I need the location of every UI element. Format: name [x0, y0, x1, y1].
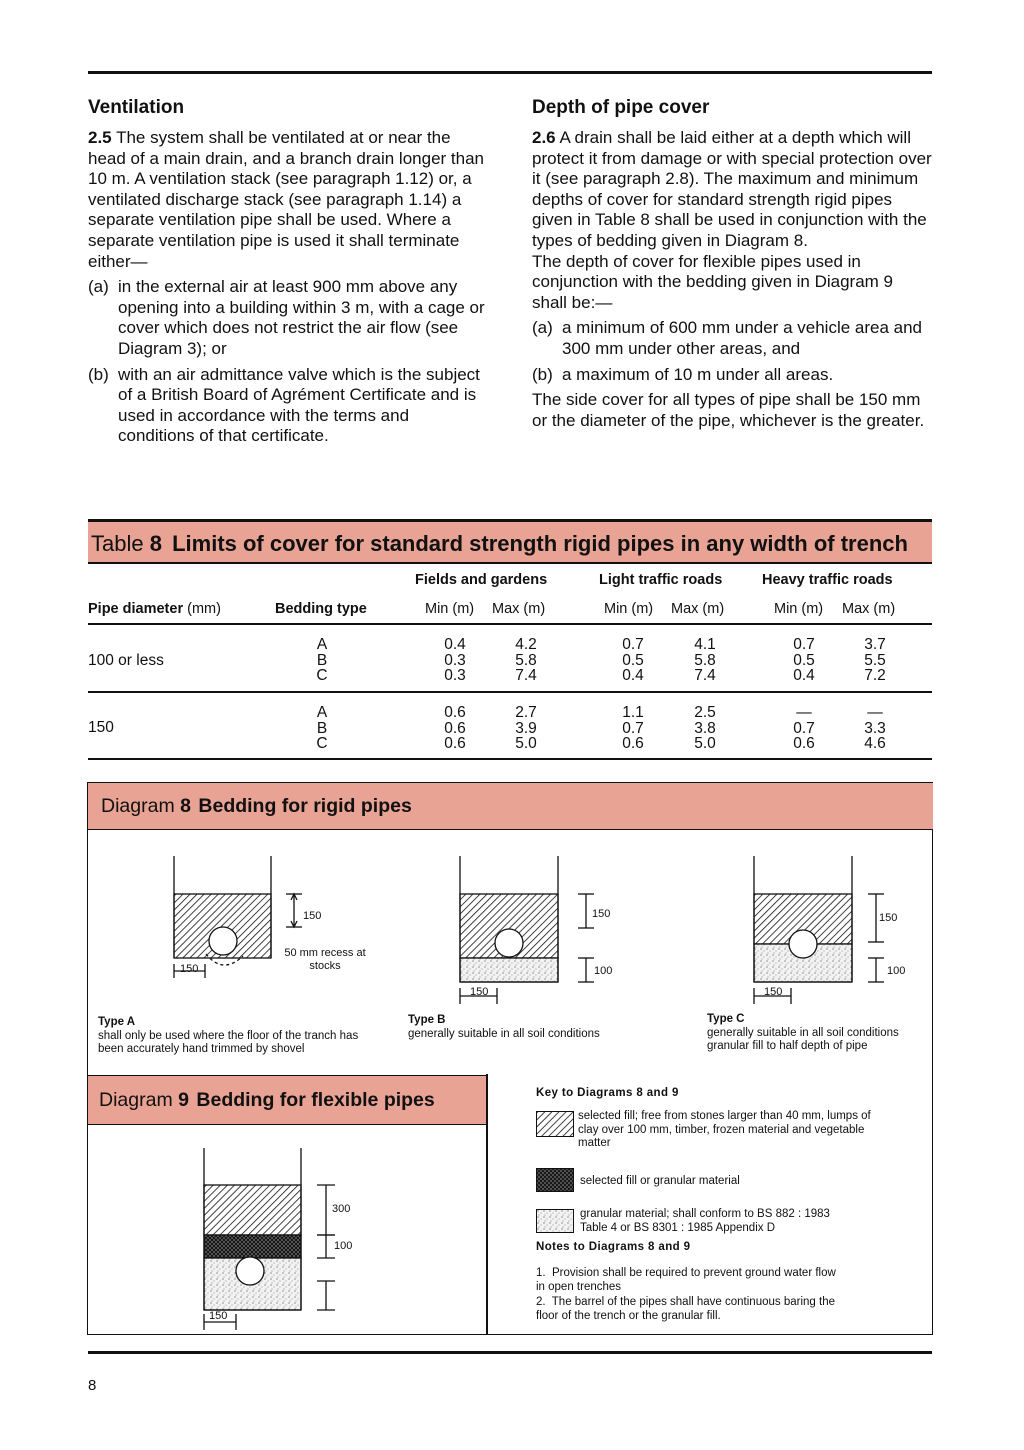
column-header: Max (m)	[671, 601, 725, 617]
column-header-unit: (mm)	[187, 601, 221, 617]
column-header	[88, 601, 221, 617]
table-title	[91, 531, 908, 557]
type-b-drawing	[460, 856, 594, 1004]
pipe-diameter: 150	[88, 719, 114, 736]
column-header-pipe: Pipe diameter	[88, 601, 184, 617]
table-row-rule	[88, 691, 932, 693]
list-text: a maximum of 10 m under all areas.	[562, 364, 834, 384]
column-header: Max (m)	[492, 601, 546, 617]
pipe-diameter: 100 or less	[88, 652, 164, 669]
column-header: Bedding type	[275, 601, 367, 617]
dim-label: 150	[879, 912, 898, 924]
bedding-values: A B C	[316, 704, 328, 752]
dim-label: 300	[332, 1203, 351, 1215]
ventilation-section	[88, 97, 488, 447]
bedding-values: A B C	[316, 636, 328, 684]
diagram9-title-bar	[88, 1075, 486, 1125]
column-group-header: Heavy traffic roads	[762, 572, 893, 588]
section-divider	[486, 1074, 488, 1335]
fields-max: 2.7 3.9 5.0	[515, 704, 537, 752]
list-marker: (a)	[88, 277, 109, 297]
ventilation-heading: Ventilation	[88, 97, 185, 118]
table-title-bar	[88, 522, 932, 562]
table-title-text: Limits of cover for standard strength rigid pipes in any width of trench	[172, 531, 908, 556]
diagram8-title-bar	[88, 783, 933, 830]
diagram8-title: Diagram 8 Bedding for rigid pipes	[101, 795, 412, 817]
pipe-cover-paragraph	[532, 128, 932, 252]
diagram9-title: Diagram 9 Bedding for flexible pipes	[99, 1089, 435, 1111]
key-title: Key to Diagrams 8 and 9	[536, 1087, 679, 1099]
column-header: Min (m)	[604, 601, 654, 617]
column-header: Min (m)	[425, 601, 475, 617]
para-text: The system shall be ventilated at or near the head of a main drain, and a branch drain longer than 10 m. A ventilation stack (see paragraph 1.12) or, a ventilated discharge stack (see paragraph 1.14) a separate ventilation pipe shall be used. Where a separate ventilation pipe is used it shall terminate either—	[88, 128, 484, 271]
dim-label: 100	[594, 965, 613, 977]
list-text: with an air admittance valve which is the subject of a British Board of Agrément Certificate and is used in accordance with the terms and conditions of that certificate.	[118, 364, 480, 446]
notes-title: Notes to Diagrams 8 and 9	[536, 1241, 691, 1253]
light-max: 4.1 5.8 7.4	[694, 636, 716, 684]
heavy-max: — 3.3 4.6	[864, 704, 886, 752]
recess-note: 50 mm recess at stocks	[284, 947, 366, 972]
dim-label: 150	[303, 910, 322, 922]
list-item	[88, 277, 488, 359]
column-header: Max (m)	[842, 601, 896, 617]
fields-min: 0.6 0.6 0.6	[444, 704, 466, 752]
page-number: 8	[88, 1377, 97, 1394]
key-swatch-dots	[536, 1209, 574, 1233]
key-item-label: selected fill; free from stones larger than 40 mm, lumps of clay over 100 mm, timber, frozen material and vegetable matter	[578, 1110, 871, 1149]
ventilation-paragraph	[88, 128, 488, 272]
diagram9-drawing	[180, 1140, 380, 1335]
table-title-rule	[88, 562, 932, 564]
pipe-cover-paragraph-2: The depth of cover for flexible pipes used in conjunction with the bedding given in Diagram 9 shall be:—	[532, 251, 894, 312]
light-min: 0.7 0.5 0.4	[622, 636, 644, 684]
type-a-drawing	[174, 856, 302, 978]
list-item	[532, 365, 932, 386]
column-group-header: Light traffic roads	[599, 572, 723, 588]
dim-label: 150	[764, 986, 783, 998]
list-marker: (b)	[88, 364, 109, 384]
dim-label: 150	[180, 963, 199, 975]
list-item	[532, 318, 932, 359]
para-number: 2.6	[532, 128, 556, 147]
key-item-label: granular material; shall conform to BS 882 : 1983 Table 4 or BS 8301 : 1985 Appendix D	[580, 1208, 830, 1234]
table-header-rule	[88, 623, 932, 625]
pipe-cover-heading: Depth of pipe cover	[532, 97, 710, 118]
type-a-caption: Type A shall only be used where the floor of the tranch has been accurately hand trimmed by shovel	[98, 1016, 359, 1055]
table-label: Table	[91, 531, 144, 556]
list-item	[88, 365, 488, 447]
table-bottom-rule	[88, 758, 932, 760]
light-max: 2.5 3.8 5.0	[694, 704, 716, 752]
light-min: 1.1 0.7 0.6	[622, 704, 644, 752]
list-text: in the external air at least 900 mm above any opening into a building within 3 m, with a cage or cover which does not restrict the air flow (see Diagram 3); or	[118, 277, 485, 358]
key-item-label: selected fill or granular material	[580, 1175, 740, 1187]
para-number: 2.5	[88, 128, 112, 147]
list-text: a minimum of 600 mm under a vehicle area and 300 mm under other areas, and	[562, 318, 923, 358]
dim-label: 150	[209, 1310, 228, 1322]
heavy-min: — 0.7 0.6	[793, 704, 815, 752]
column-header: Min (m)	[774, 601, 824, 617]
pipe-cover-paragraph-3: The side cover for all types of pipe shall be 150 mm or the diameter of the pipe, whichever is the greater.	[532, 390, 925, 430]
diagram8-drawing	[88, 840, 933, 1015]
key-swatch-crosshatch	[536, 1168, 574, 1192]
column-group-header: Fields and gardens	[415, 572, 548, 588]
key-swatch-hatch	[536, 1111, 574, 1137]
dim-label: 150	[470, 986, 489, 998]
heavy-max: 3.7 5.5 7.2	[864, 636, 886, 684]
type-c-drawing	[754, 856, 884, 1004]
type-b-caption: Type B generally suitable in all soil conditions	[408, 1014, 600, 1040]
dim-label: 100	[334, 1240, 353, 1252]
top-rule	[88, 71, 932, 74]
dim-label: 150	[592, 908, 611, 920]
table-number: 8	[149, 531, 162, 556]
type-c-caption: Type C generally suitable in all soil conditions granular fill to half depth of pipe	[707, 1013, 899, 1052]
list-marker: (b)	[532, 364, 553, 384]
heavy-min: 0.7 0.5 0.4	[793, 636, 815, 684]
fields-min: 0.4 0.3 0.3	[444, 636, 466, 684]
fields-max: 4.2 5.8 7.4	[515, 636, 537, 684]
dim-label: 100	[887, 965, 906, 977]
para-text: A drain shall be laid either at a depth which will protect it from damage or with special protection over it (see paragraph 2.8). The maximum and minimum depths of cover for standard strength rigid pipes given in Table 8 shall be used in conjunction with the types of bedding given in Diagram 8.	[532, 128, 932, 250]
bottom-rule	[88, 1351, 932, 1354]
note-item: 1. Provision shall be required to prevent ground water flow in open trenches	[536, 1267, 840, 1293]
pipe-cover-section	[532, 97, 932, 431]
list-marker: (a)	[532, 318, 553, 338]
note-item: 2. The barrel of the pipes shall have continuous baring the floor of the trench or the granular fill.	[536, 1296, 839, 1322]
